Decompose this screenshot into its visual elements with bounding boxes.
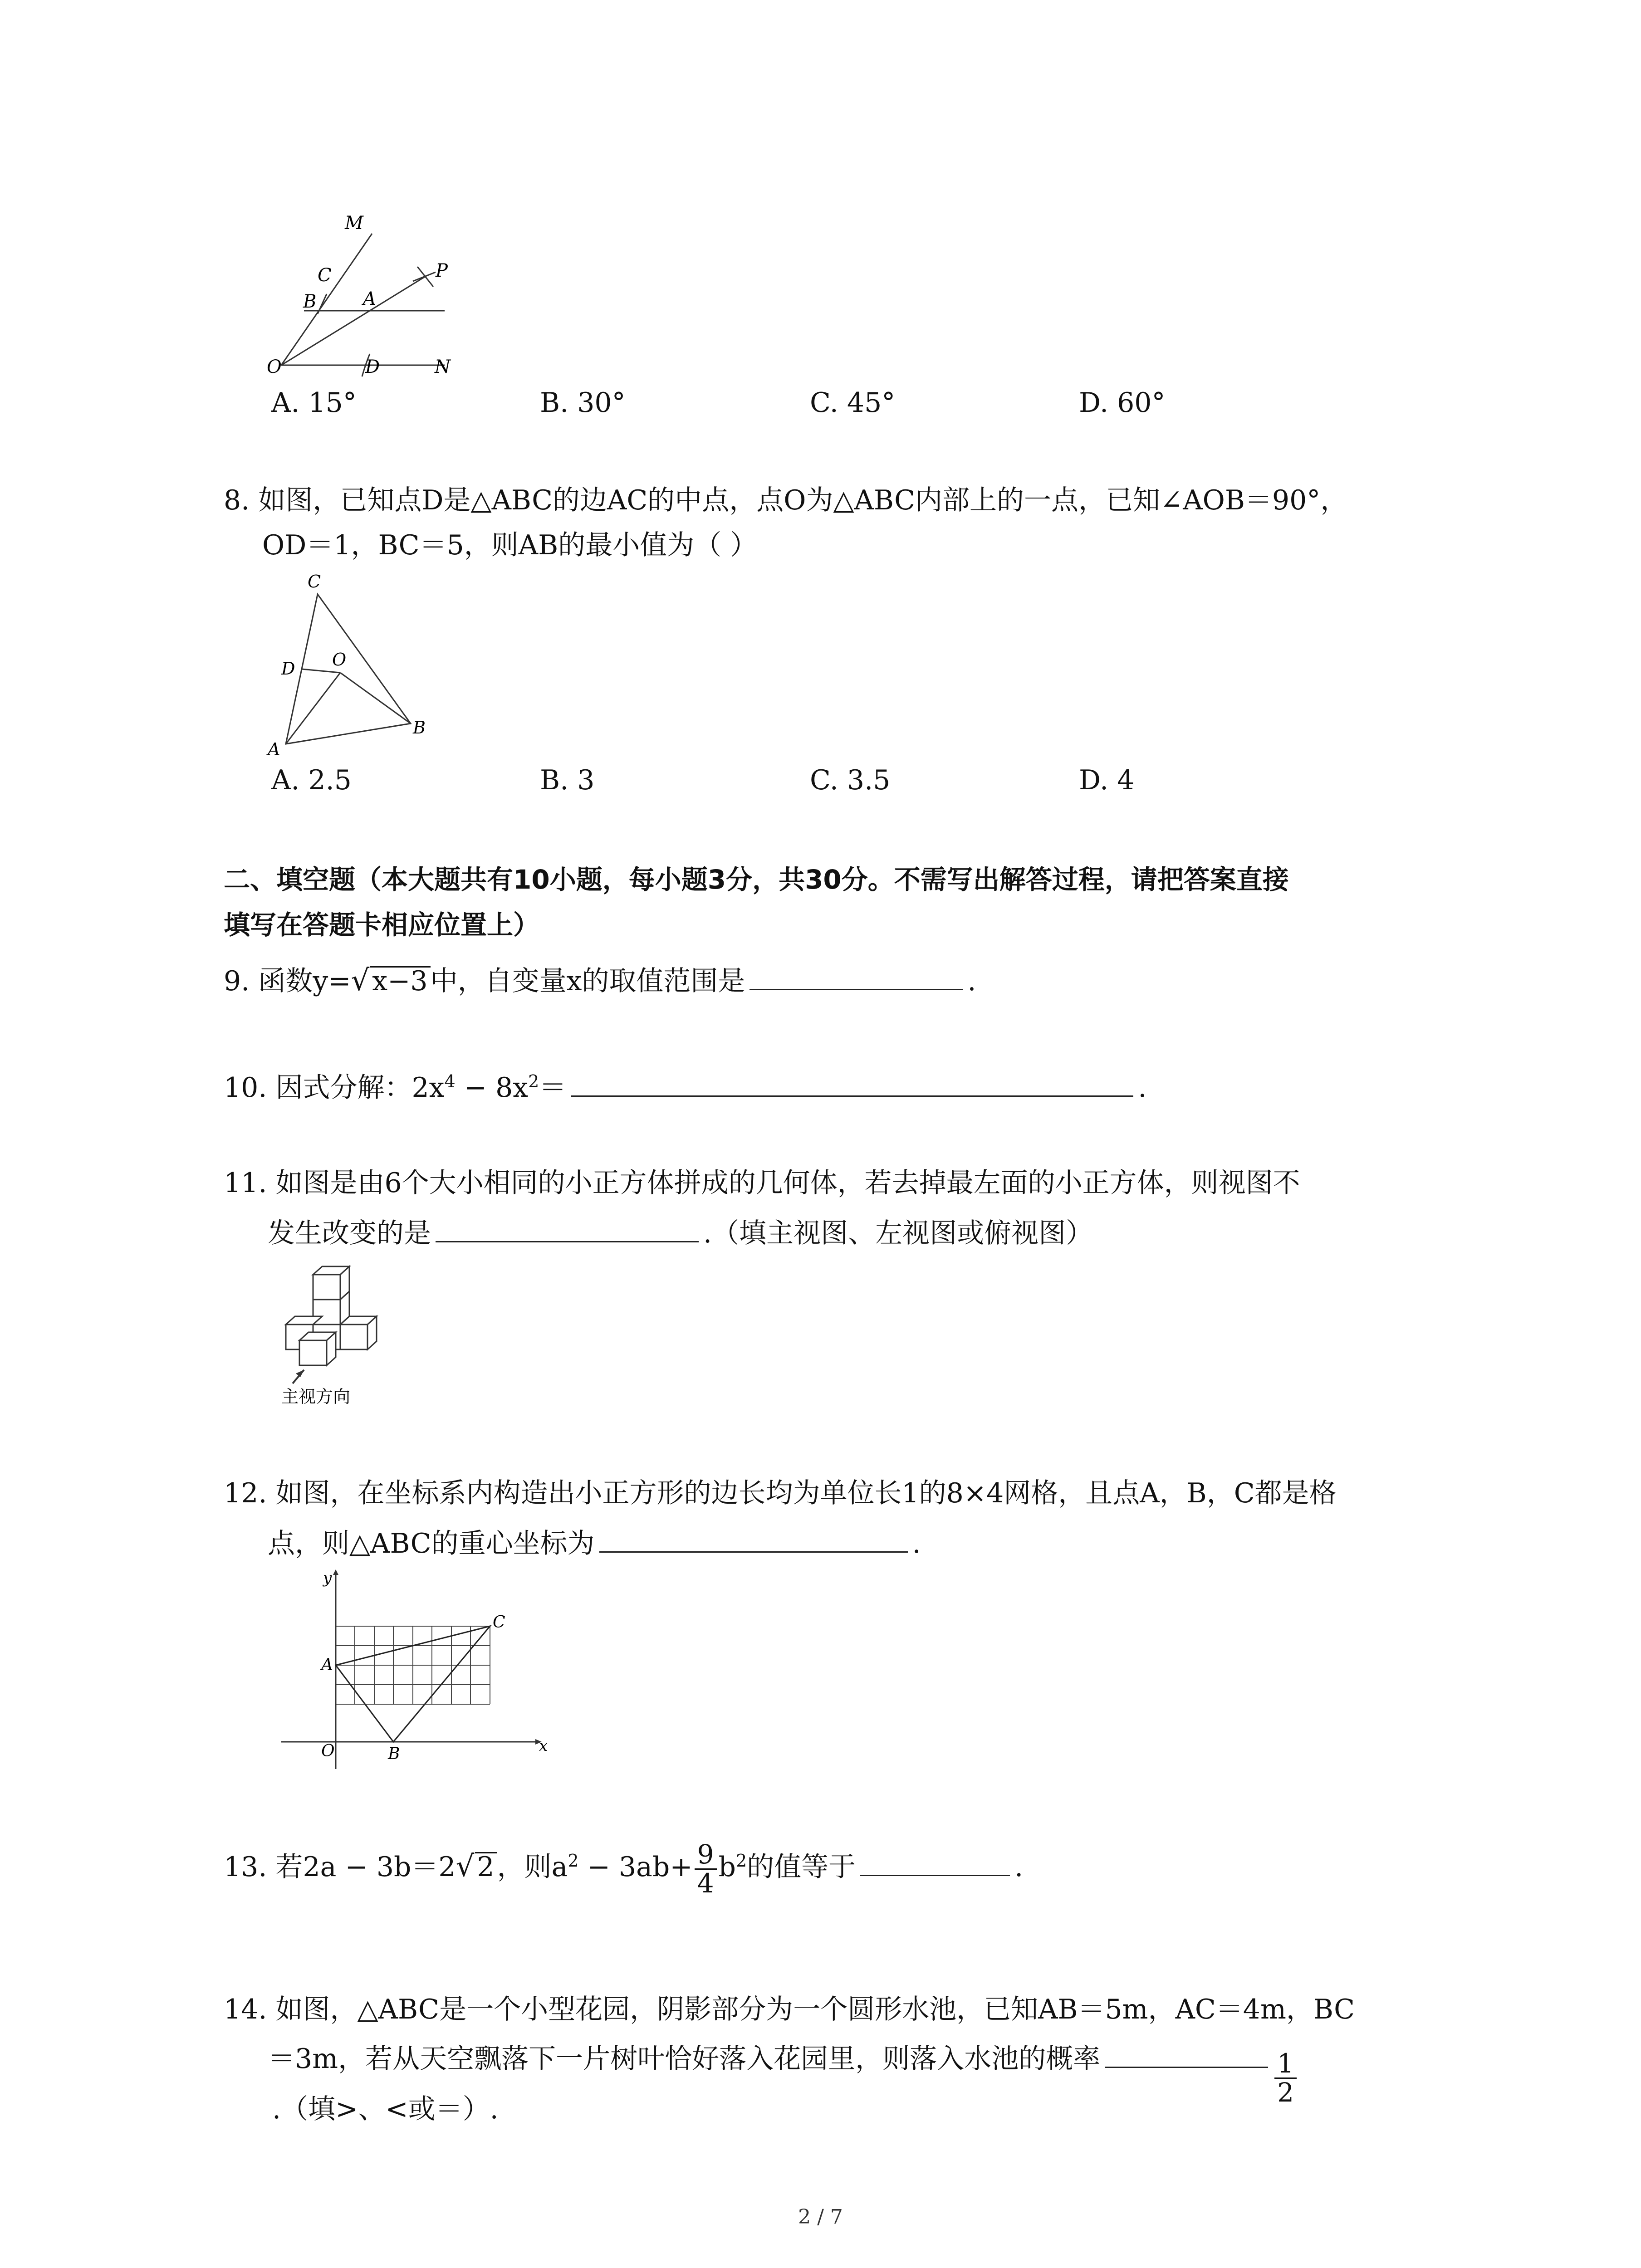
q7-label-O: O (267, 357, 282, 377)
q7-label-N: N (435, 357, 451, 377)
q9-text-after: 中，自变量x的取值范围是 (430, 965, 745, 997)
q9-end: . (967, 965, 976, 997)
q8-label-A: A (268, 739, 280, 759)
q11-figure (272, 1261, 417, 1422)
q8-option-d: D. 4 (1079, 764, 1135, 796)
q13-fraction (695, 1841, 717, 1897)
q13-line: 13. 若2a − 3b＝2√ 2 ，则$a^2 - 3ab+$ $\frac{9}{4}$ $b^2$的值等于 . (224, 1839, 1024, 1899)
q8-option-c: C. 3.5 (810, 764, 891, 796)
q10-text-before: 10. 因式分解：2x (224, 1072, 445, 1104)
q7-figure (254, 209, 472, 397)
q7-label-D: D (365, 357, 380, 377)
q8-label-C: C (308, 572, 321, 591)
q8-line1: 8. 如图，已知点D是△ABC的边AC的中点，点O为△ABC内部上的一点，已知∠AOB＝90°， (224, 484, 1348, 516)
q8-label-D: D (281, 659, 295, 679)
q8-line2: OD＝1，BC＝5，则AB的最小值为（ ） (262, 529, 758, 561)
q12-label-B: B (388, 1745, 400, 1763)
q9-radicand: x−3 (370, 966, 430, 995)
q11-line2 (268, 1219, 1093, 1247)
q7-option-b: B. 30° (540, 387, 626, 419)
q7-label-B: B (303, 291, 317, 312)
q14-line1: 14. 如图，△ABC是一个小型花园，阴影部分为一个圆形水池，已知AB＝5m，AC＝4m，BC (224, 1994, 1355, 2025)
q13-answer-blank[interactable] (860, 1853, 1010, 1876)
q10-sup2: 2 (528, 1071, 539, 1091)
q7-label-P: P (436, 260, 448, 281)
page-number: 2 / 7 (798, 2205, 843, 2229)
q14-frac-den: 2 (1277, 2077, 1294, 2108)
q13-before: 13. 若2a − 3b＝2 (224, 1851, 456, 1883)
q9-line: 9. 函数y=√ x−3 中，自变量x的取值范围是 . (224, 964, 976, 997)
q7-label-C: C (318, 265, 332, 286)
q12-label-A: A (321, 1656, 333, 1674)
q7-option-c: C. 45° (810, 387, 896, 419)
q14-answer-blank[interactable] (1105, 2045, 1268, 2068)
q13-radicand: 2 (475, 1852, 497, 1881)
q12-figure (272, 1569, 554, 1785)
q14-frac-num: 1 (1274, 2050, 1297, 2079)
q11-caption: 主视方向 (281, 1387, 351, 1407)
q13-end: . (1014, 1851, 1024, 1883)
q12-label-C: C (493, 1613, 505, 1632)
q13-mid2: − 3ab+ (578, 1851, 693, 1883)
q10-mid: − 8x (455, 1072, 529, 1104)
q12-answer-blank[interactable] (599, 1530, 908, 1553)
q8-option-b: B. 3 (540, 764, 595, 796)
q9-text-before: 9. 函数y= (224, 965, 351, 997)
q7-option-d: D. 60° (1079, 387, 1166, 419)
q14-line2-text: ＝3m，若从天空飘落下一片树叶恰好落入花园里，则落入水池的概率 (268, 2043, 1101, 2075)
q14-line3: .（填>、<或＝）. (272, 2093, 499, 2125)
q12-line2 (268, 1530, 921, 1557)
q13-frac-den: 4 (697, 1867, 714, 1899)
q13-frac-num: 9 (695, 1841, 717, 1870)
q8-label-O: O (332, 650, 347, 670)
q12-label-x: x (539, 1737, 548, 1755)
q10-line (224, 1071, 1147, 1104)
section2-heading-line2: 填写在答题卡相应位置上） (224, 909, 540, 940)
q7-label-M: M (345, 213, 363, 234)
q13-mid: ，则a (497, 1851, 568, 1883)
q7-option-a: A. 15° (271, 387, 357, 419)
q12-line2-before: 点，则△ABC的重心坐标为 (268, 1528, 595, 1559)
q12-label-y: y (323, 1569, 332, 1587)
q13-sup1: 2 (568, 1850, 579, 1871)
q10-eq: ＝ (539, 1072, 567, 1104)
q11-answer-blank[interactable] (436, 1219, 699, 1242)
q13-sup2: 2 (735, 1850, 747, 1871)
q13-mid3: b (718, 1851, 736, 1883)
q12-line1: 12. 如图，在坐标系内构造出小正方形的边长均为单位长1的8×4网格，且点A，B，C都是格 (224, 1477, 1337, 1509)
q14-fraction (1274, 2050, 1297, 2107)
q9-answer-blank[interactable] (749, 967, 963, 990)
q10-end: . (1138, 1072, 1147, 1104)
q7-label-A: A (363, 288, 376, 309)
q10-answer-blank[interactable] (571, 1074, 1133, 1097)
q11-line2-before: 发生改变的是 (268, 1217, 431, 1249)
section2-heading-line1: 二、填空题（本大题共有10小题，每小题3分，共30分。不需写出解答过程，请把答案直接 (224, 864, 1289, 895)
q11-line1: 11. 如图是由6个大小相同的小正方体拼成的几何体，若去掉最左面的小正方体，则视图不 (224, 1167, 1300, 1199)
q8-label-B: B (413, 718, 426, 738)
q12-label-O: O (321, 1742, 335, 1760)
q13-after: 的值等于 (747, 1851, 856, 1883)
q8-figure (254, 569, 445, 762)
q12-end: . (912, 1528, 921, 1559)
q11-line2-after: .（填主视图、左视图或俯视图） (703, 1217, 1093, 1249)
q8-option-a: A. 2.5 (271, 764, 352, 796)
q10-sup1: 4 (444, 1071, 456, 1091)
